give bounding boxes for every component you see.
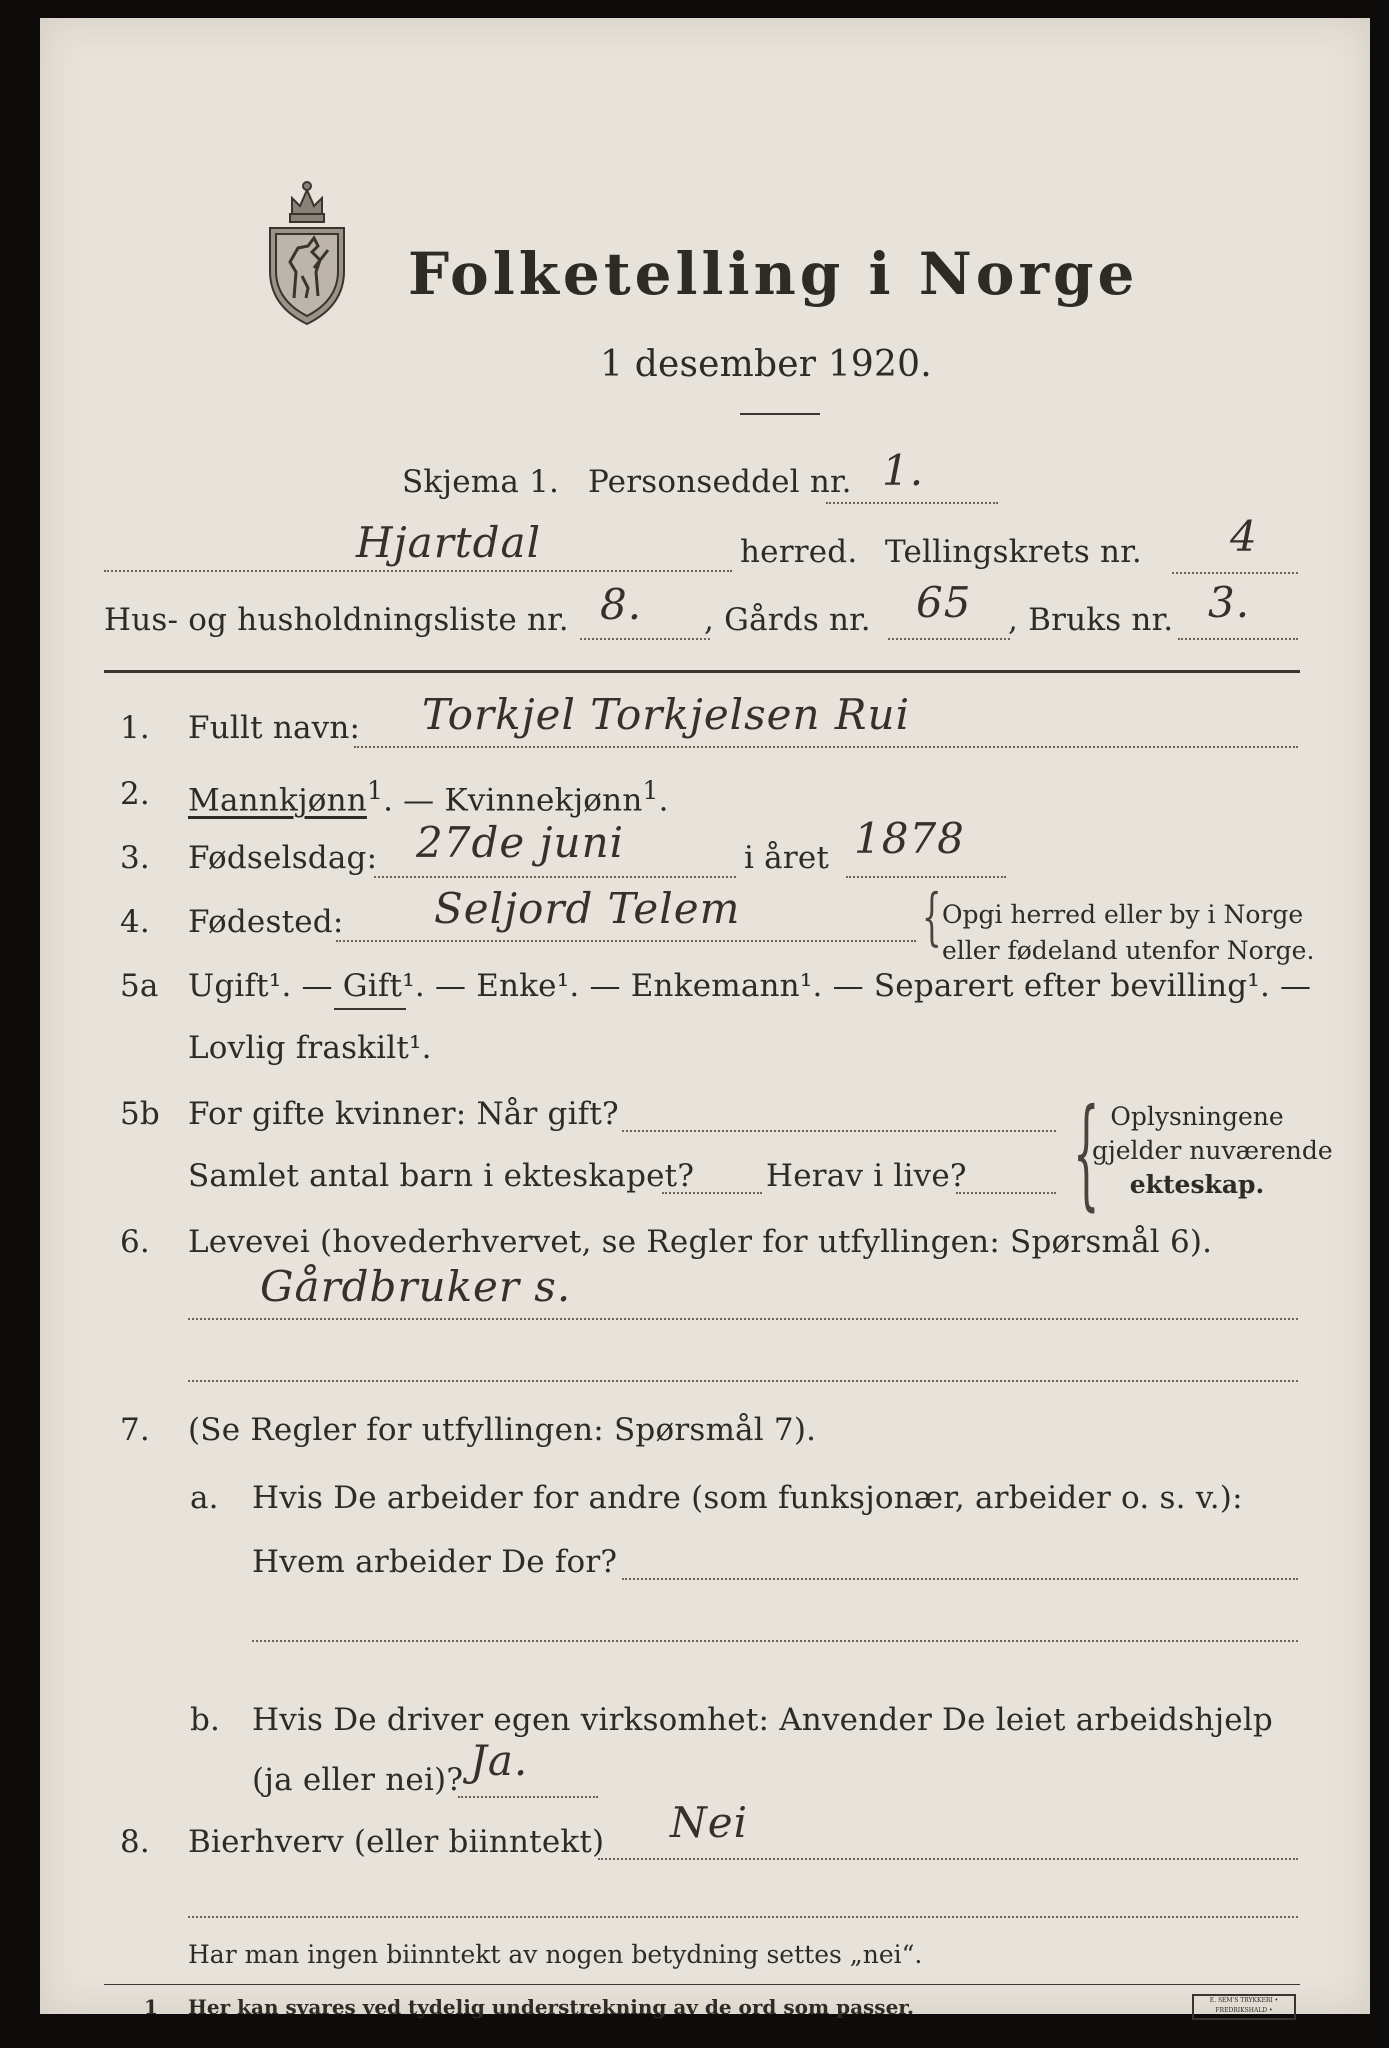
q5b-line-1: For gifte kvinner: Når gift? (188, 1096, 619, 1132)
skjema-label: Skjema 1. (402, 464, 560, 500)
marital-status-options-2: Lovlig fraskilt¹. (188, 1030, 432, 1066)
hired-help-value[interactable]: Ja. (470, 1736, 529, 1785)
birth-year-value[interactable]: 1878 (854, 814, 965, 863)
q8-line-2 (188, 1916, 1298, 1918)
hus-line (580, 638, 710, 640)
q1-label: Fullt navn: (188, 710, 361, 746)
footnote-mark: 1 (144, 1995, 158, 2019)
q4-label: Fødested: (188, 904, 344, 940)
title-divider (740, 413, 820, 415)
birthday-value[interactable]: 27de juni (416, 818, 625, 867)
q4-brace: { (921, 880, 942, 953)
married-when-line[interactable] (622, 1130, 1056, 1132)
herred-line (104, 570, 732, 572)
q6-line-2 (188, 1380, 1298, 1382)
gards-value[interactable]: 65 (916, 578, 972, 627)
hus-value[interactable]: 8. (600, 580, 643, 629)
gards-line (888, 638, 1010, 640)
form-title: Folketelling i Norge (408, 240, 1139, 308)
q7b-line-1: Hvis De driver egen virksomhet: Anvender De leiet arbeidshjelp (252, 1702, 1273, 1738)
gards-label: , Gårds nr. (704, 602, 871, 638)
q5a-number: 5a (120, 968, 159, 1004)
q4-note-2: eller fødeland utenfor Norge. (942, 936, 1315, 965)
q1-number: 1. (120, 710, 150, 746)
bruks-label: , Bruks nr. (1008, 602, 1174, 638)
tellingskrets-label: Tellingskrets nr. (885, 534, 1142, 570)
tellingskrets-line (1172, 572, 1298, 574)
full-name-value[interactable]: Torkjel Torkjelsen Rui (422, 690, 911, 739)
year-label: i året (744, 840, 830, 876)
separator: . — (383, 782, 445, 819)
census-form (40, 18, 1370, 2019)
personseddel-value[interactable]: 1. (882, 446, 925, 495)
year-line (846, 876, 1006, 878)
q5b-note-2: gjelder nuværende (1092, 1136, 1333, 1165)
tellingskrets-value[interactable]: 4 (1230, 512, 1258, 561)
footnote-text: Her kan svares ved tydelig understrekning av de ord som passer. (188, 1995, 914, 2019)
bruks-line (1178, 638, 1298, 640)
q6-line-1 (188, 1318, 1298, 1320)
marital-status-options: Ugift¹. — Gift¹. — Enke¹. — Enkemann¹. — Separert efter bevilling¹. — (188, 968, 1312, 1004)
q5b-alive-label: Herav i live? (766, 1158, 967, 1194)
q7-number: 7. (120, 1412, 150, 1448)
birthplace-value[interactable]: Seljord Telem (434, 884, 741, 933)
coat-of-arms-icon (262, 176, 352, 328)
q8-line-1 (598, 1858, 1298, 1860)
herred-value[interactable]: Hjartdal (356, 518, 542, 567)
gift-underline (334, 1008, 406, 1010)
option-kvinnekjonn[interactable]: Kvinnekjønn (444, 782, 643, 819)
q3-label: Fødselsdag: (188, 840, 378, 876)
personseddel-line (826, 502, 998, 504)
footnote-ref: 1 (642, 776, 659, 805)
q2-number: 2. (120, 776, 150, 812)
q7a-line-2: Hvem arbeider De for? (252, 1544, 618, 1580)
q5b-children-label: Samlet antal barn i ekteskapet? (188, 1158, 695, 1194)
hus-label: Hus- og husholdningsliste nr. (104, 602, 569, 638)
personseddel-label: Personseddel nr. (588, 464, 852, 500)
q5b-note-3: ekteskap. (1129, 1170, 1265, 1199)
option-mannkjonn[interactable]: Mannkjønn (188, 782, 367, 819)
q3-number: 3. (120, 840, 150, 876)
header-divider (104, 670, 1300, 673)
census-date: 1 desember 1920. (600, 344, 932, 385)
employer-line-2[interactable] (252, 1640, 1298, 1642)
printer-stamp: E. SEM'S TRYKKERI • FREDRIKSHALD • (1192, 1994, 1296, 2020)
q4-number: 4. (120, 904, 150, 940)
q7b-letter: b. (190, 1702, 221, 1738)
q2-options (188, 776, 669, 818)
footnote-ref: 1 (366, 776, 384, 805)
q7-label: (Se Regler for utfyllingen: Spørsmål 7). (188, 1412, 817, 1448)
separator: . (658, 782, 669, 819)
children-line[interactable] (662, 1192, 762, 1194)
footnote-divider (104, 1984, 1300, 1985)
q6-number: 6. (120, 1224, 150, 1260)
q5b-note-1: Oplysningene (1110, 1102, 1284, 1131)
q7b-line-2: (ja eller nei)? (252, 1762, 464, 1798)
q5b-brace: { (1072, 1084, 1100, 1223)
q4-line (336, 940, 916, 942)
q8-label: Bierhverv (eller biinntekt) (188, 1824, 605, 1860)
q8-number: 8. (120, 1824, 150, 1860)
q1-line (354, 746, 1298, 748)
q6-label: Levevei (hovederhvervet, se Regler for utfyllingen: Spørsmål 6). (188, 1224, 1213, 1260)
q7a-line-1: Hvis De arbeider for andre (som funksjonær, arbeider o. s. v.): (252, 1480, 1243, 1516)
side-income-value[interactable]: Nei (670, 1798, 749, 1847)
bruks-value[interactable]: 3. (1208, 578, 1251, 627)
q7a-letter: a. (190, 1480, 219, 1516)
herred-label: herred. (740, 534, 858, 570)
q3-line (374, 876, 736, 878)
alive-line[interactable] (956, 1192, 1056, 1194)
q4-note-1: Opgi herred eller by i Norge (942, 900, 1304, 929)
q5b-number: 5b (120, 1096, 160, 1132)
q7b-line (458, 1796, 598, 1798)
no-income-note: Har man ingen biinntekt av nogen betydning settes „nei“. (188, 1940, 923, 1969)
occupation-value[interactable]: Gårdbruker s. (260, 1262, 572, 1311)
employer-line[interactable] (622, 1578, 1298, 1580)
